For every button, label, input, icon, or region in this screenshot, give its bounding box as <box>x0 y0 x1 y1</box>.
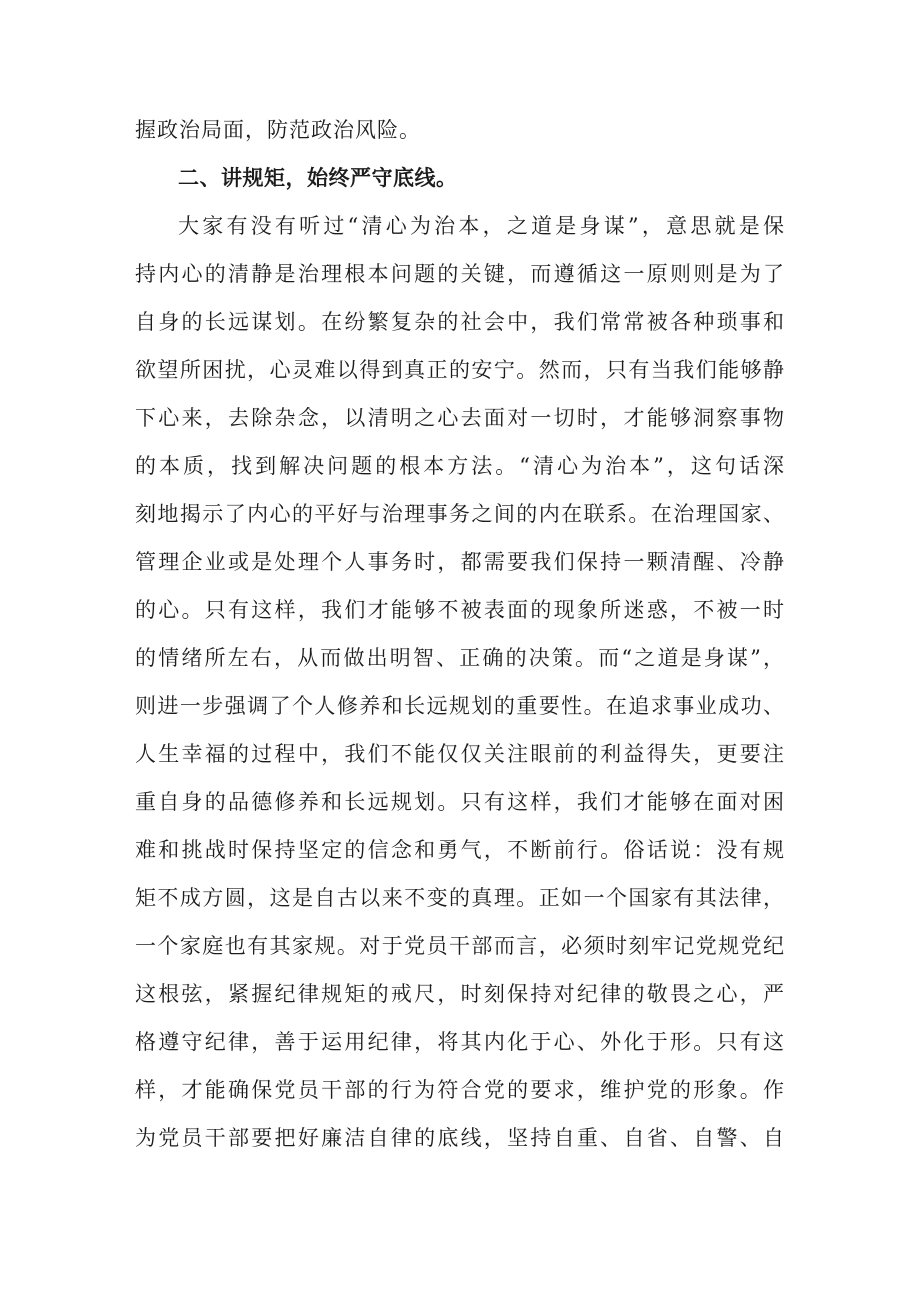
paragraph-line: 欲望所困扰，心灵难以得到真正的安宁。然而，只有当我们能够静 <box>135 358 785 382</box>
paragraph-line: 的情绪所左右，从而做出明智、正确的决策。而“之道是身谋”， <box>135 646 785 670</box>
paragraph-line: 大家有没有听过“清心为治本，之道是身谋”，意思就是保 <box>178 214 785 238</box>
paragraph-line: 一个家庭也有其家规。对于党员干部而言，必须时刻牢记党规党纪 <box>135 934 785 958</box>
document-body <box>135 106 785 1162</box>
paragraph-line: 持内心的清静是治理根本问题的关键，而遵循这一原则则是为了 <box>135 262 785 286</box>
paragraph-line: 重自身的品德修养和长远规划。只有这样，我们才能够在面对困 <box>135 790 785 814</box>
paragraph-line: 格遵守纪律，善于运用纪律，将其内化于心、外化于形。只有这 <box>135 1030 785 1054</box>
paragraph-line: 样，才能确保党员干部的行为符合党的要求，维护党的形象。作 <box>135 1078 785 1102</box>
paragraph-line: 这根弦，紧握纪律规矩的戒尺，时刻保持对纪律的敬畏之心，严 <box>135 982 785 1006</box>
paragraph-line: 管理企业或是处理个人事务时，都需要我们保持一颗清醒、冷静 <box>135 550 785 574</box>
paragraph-line: 握政治局面，防范政治风险。 <box>135 118 421 142</box>
paragraph-line: 人生幸福的过程中，我们不能仅仅关注眼前的利益得失，更要注 <box>135 742 785 766</box>
paragraph-line: 矩不成方圆，这是自古以来不变的真理。正如一个国家有其法律， <box>135 886 785 910</box>
paragraph-line: 刻地揭示了内心的平好与治理事务之间的内在联系。在治理国家、 <box>135 502 785 526</box>
paragraph-line: 自身的长远谋划。在纷繁复杂的社会中，我们常常被各种琐事和 <box>135 310 785 334</box>
paragraph-line: 则进一步强调了个人修养和长远规划的重要性。在追求事业成功、 <box>135 694 785 718</box>
paragraph-line: 下心来，去除杂念，以清明之心去面对一切时，才能够洞察事物 <box>135 406 785 430</box>
paragraph-line: 为党员干部要把好廉洁自律的底线，坚持自重、自省、自警、自 <box>135 1126 785 1150</box>
paragraph-line: 难和挑战时保持坚定的信念和勇气，不断前行。俗话说：没有规 <box>135 838 785 862</box>
paragraph-line: 的心。只有这样，我们才能够不被表面的现象所迷惑，不被一时 <box>135 598 785 622</box>
paragraph-line: 的本质，找到解决问题的根本方法。“清心为治本”，这句话深 <box>135 454 785 478</box>
section-heading: 二、讲规矩，始终严守底线。 <box>178 166 458 190</box>
